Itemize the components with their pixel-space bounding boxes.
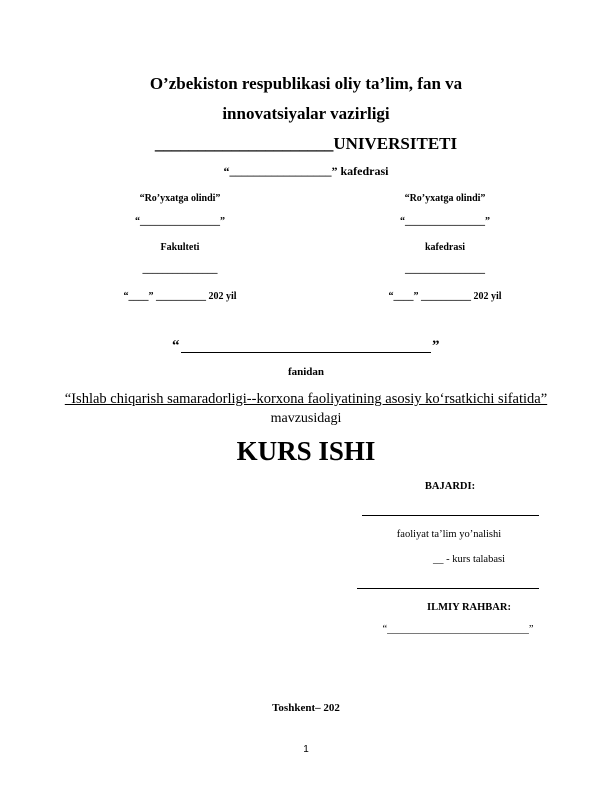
ministry-line-1: O’zbekiston respublikasi oliy ta’lim, fan va <box>149 74 463 93</box>
department-line <box>0 164 612 179</box>
performer-label: BAJARDI: <box>424 481 476 492</box>
university-blank: _____________________ <box>154 134 334 153</box>
performer-group-line <box>357 588 539 589</box>
approval-left-date: “____” __________ 202 yil <box>123 291 237 302</box>
performer-direction: faoliyat ta’lim yo’nalishi <box>396 529 502 540</box>
performer-name-line <box>362 515 539 516</box>
work-title: KURS ISHI <box>236 436 376 466</box>
topic-label: mavzusidagi <box>270 411 342 426</box>
approval-left-number: “________________” <box>135 216 225 227</box>
department-blank: “_________________” <box>223 164 338 178</box>
supervisor-name-blank: “___________________________” <box>382 624 534 635</box>
approval-right-title: “Ro’yxatga olindi” <box>404 193 486 204</box>
approval-right-number: “________________” <box>400 216 490 227</box>
supervisor-label: ILMIY RAHBAR: <box>427 602 511 613</box>
university-line <box>0 134 612 154</box>
approval-right-unit-blank: ________________ <box>405 264 485 275</box>
approval-left-title: “Ro’yxatga olindi” <box>139 193 221 204</box>
city-year: Toshkent– 202 <box>272 702 340 714</box>
topic-title: “Ishlab chiqarish samaradorligi--korxona faoliyatining asosiy ko‘rsatkichi sifatida” <box>64 391 548 407</box>
approval-left-unit: Fakulteti <box>160 242 200 253</box>
approval-right-unit: kafedrasi <box>425 242 465 253</box>
approval-right-date: “____” __________ 202 yil <box>388 291 502 302</box>
subject-label: fanidan <box>287 366 325 378</box>
university-label: UNIVERSITETI <box>333 134 458 153</box>
department-label: kafedrasi <box>337 164 389 178</box>
subject-close-quote: ” <box>432 338 440 354</box>
ministry-line-2: innovatsiyalar vazirligi <box>222 104 390 123</box>
subject-blank-line <box>181 352 431 353</box>
subject-open-quote: “ <box>172 338 180 354</box>
page-number: 1 <box>303 744 309 755</box>
performer-course: __ - kurs talabasi <box>432 554 506 565</box>
approval-left-unit-blank: _______________ <box>142 264 218 275</box>
